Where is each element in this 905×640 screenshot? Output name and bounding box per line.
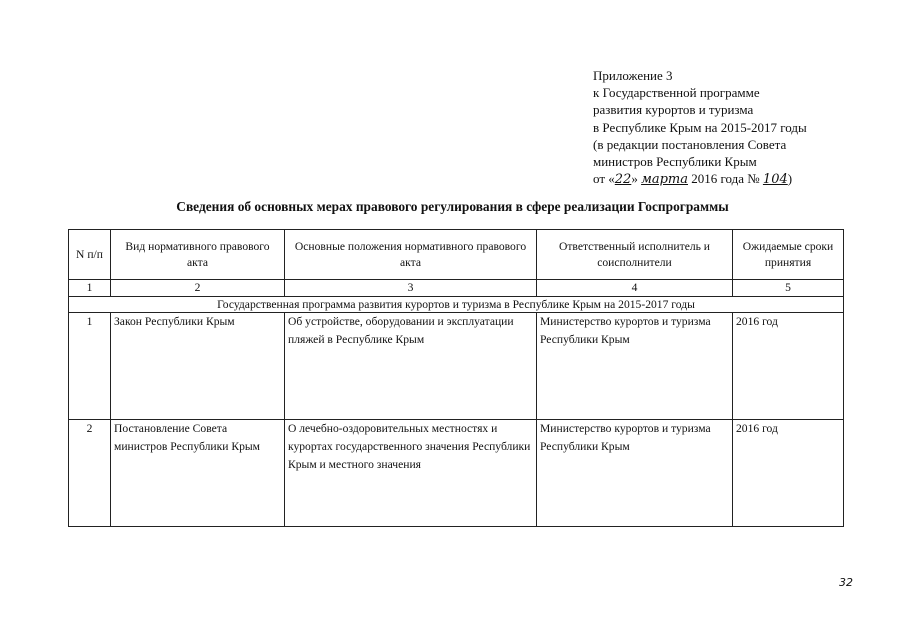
date-suffix: ) [787, 171, 793, 187]
appendix-block [593, 67, 807, 188]
column-number: 4 [537, 280, 733, 297]
row-term: 2016 год [733, 420, 844, 527]
date-prefix: от « [593, 171, 615, 187]
date-sep: » [631, 171, 642, 187]
appendix-line: (в редакции постановления Совета [593, 136, 787, 152]
column-number: 2 [111, 280, 285, 297]
section-row [69, 297, 844, 313]
header-term: Ожидаемые сроки принятия [733, 230, 844, 280]
decree-number: 104 [762, 172, 788, 188]
header-act-type: Вид нормативного правового акта [111, 230, 285, 280]
page-number: 32 [839, 576, 853, 589]
row-act-type: Закон Республики Крым [111, 313, 285, 420]
section-title: Государственная программа развития курортов и туризма в Республике Крым на 2015-2017 годы [69, 297, 844, 313]
row-provisions: Об устройстве, оборудовании и эксплуатации пляжей в Республике Крым [285, 313, 537, 420]
appendix-line: министров Республики Крым [593, 154, 757, 170]
row-act-type: Постановление Совета министров Республики Крым [111, 420, 285, 527]
row-number: 2 [69, 420, 111, 527]
header-provisions: Основные положения нормативного правового акта [285, 230, 537, 280]
table-header-row [69, 230, 844, 280]
appendix-line: развития курортов и туризма [593, 102, 754, 118]
appendix-line: Приложение 3 [593, 68, 673, 83]
row-executor: Министерство курортов и туризма Республики Крым [537, 313, 733, 420]
row-number: 1 [69, 313, 111, 420]
table-row [69, 313, 844, 420]
date-year: 2016 года № [688, 171, 763, 187]
row-provisions: О лечебно-оздоровительных местностях и курортах государственного значения Республики Крым и местного значения [285, 420, 537, 527]
header-executor: Ответственный исполнитель и соисполнители [537, 230, 733, 280]
appendix-date-line [593, 170, 807, 188]
header-number: N п/п [69, 230, 111, 280]
table-row [69, 420, 844, 527]
appendix-line: к Государственной программе [593, 85, 760, 101]
column-number-row [69, 280, 844, 297]
document-title: Сведения об основных мерах правового регулирования в сфере реализации Госпрограммы [176, 199, 729, 214]
date-day: 22 [614, 172, 632, 188]
date-month: марта [641, 172, 688, 188]
column-number: 1 [69, 280, 111, 297]
appendix-line: в Республике Крым на 2015-2017 годы [593, 119, 807, 135]
row-term: 2016 год [733, 313, 844, 420]
column-number: 3 [285, 280, 537, 297]
row-executor: Министерство курортов и туризма Республики Крым [537, 420, 733, 527]
column-number: 5 [733, 280, 844, 297]
measures-table [68, 229, 844, 527]
